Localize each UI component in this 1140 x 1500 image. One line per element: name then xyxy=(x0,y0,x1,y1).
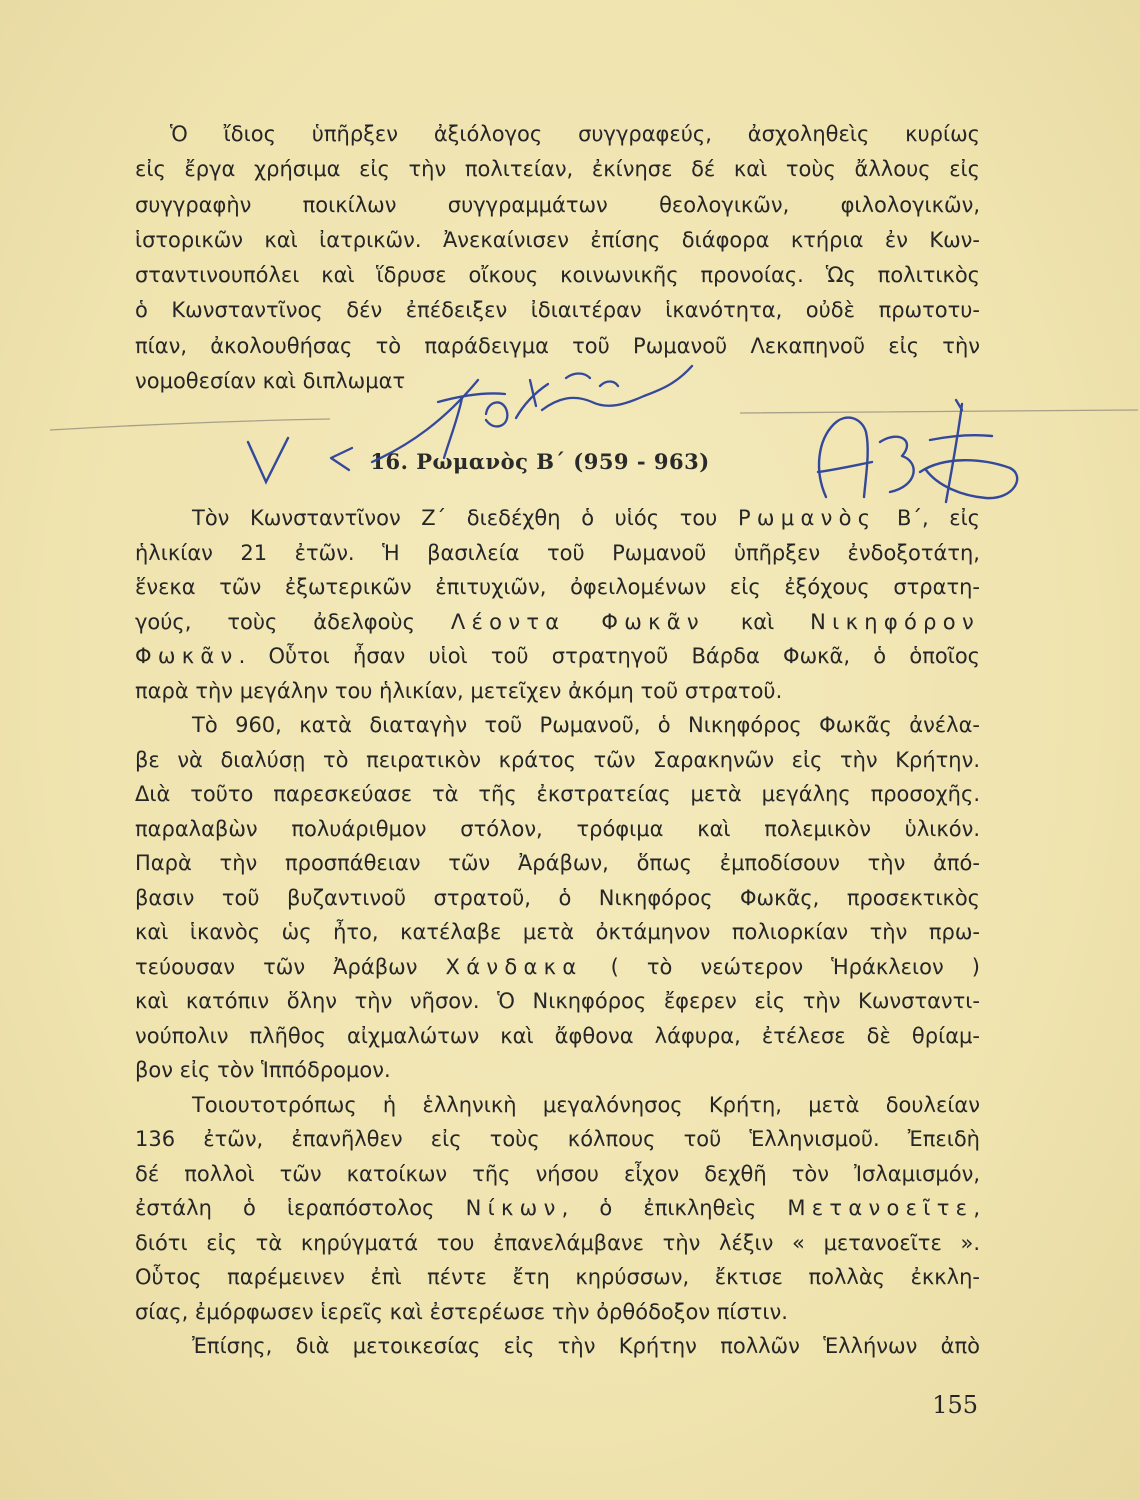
emphasized-name: Νίκων xyxy=(465,1196,562,1220)
text-line: εἰς ἔργα χρήσιμα εἰς τὴν πολιτείαν, ἐκίνησε δέ καὶ τοὺς ἄλλους εἰς xyxy=(135,157,980,182)
text-line xyxy=(135,501,980,536)
text-run: καὶ xyxy=(704,609,811,634)
text-run: , xyxy=(973,1196,980,1220)
paragraph xyxy=(135,1329,980,1364)
text-line: Παρὰ τὴν προσπάθειαν τῶν Ἀράβων, ὅπως ἐμποδίσουν τὴν ἀπό- xyxy=(135,851,980,875)
text-line: Ὁ ἴδιος ὑπῆρξεν ἀξιόλογος συγγραφεύς, ἀσχοληθεὶς κυρίως xyxy=(170,122,980,146)
text-line: πίαν, ἀκολουθήσας τὸ παράδειγμα τοῦ Ρωμανοῦ Λεκαπηνοῦ εἰς τὴν xyxy=(135,333,980,358)
paragraph xyxy=(135,1088,980,1330)
text-line: ἱστορικῶν καὶ ἰατρικῶν. Ἀνεκαίνισεν ἐπίσης διάφορα κτήρια ἐν Κων- xyxy=(135,227,980,252)
text-run: γούς, τοὺς ἀδελφοὺς xyxy=(135,609,451,634)
text-run: ἐστάλη ὁ ἱεραπόστολος xyxy=(135,1196,466,1220)
text-line: δέ πολλοὶ τῶν κατοίκων τῆς νήσου εἶχον δεχθῆ τὸν Ἰσλαμισμόν, xyxy=(135,1161,980,1186)
section-title: Ρωμανὸς Β΄ xyxy=(416,449,566,474)
text-run: , ὁ ἐπικληθεὶς xyxy=(561,1196,788,1220)
text-line: ὁ Κωνσταντῖνος δέν ἐπέδειξεν ἰδιαιτέραν ἱκανότητα, οὐδὲ πρωτοτυ- xyxy=(135,298,980,323)
text-line: ἡλικίαν 21 ἐτῶν. Ἡ βασιλεία τοῦ Ρωμανοῦ ὑπῆρξεν ἐνδοξοτάτη, xyxy=(135,540,980,565)
text-line xyxy=(135,1191,980,1226)
text-line: βε νὰ διαλύσῃ τὸ πειρατικὸν κράτος τῶν Σαρακηνῶν εἰς τὴν Κρήτην. xyxy=(135,747,980,772)
text-line: καὶ ἱκανὸς ὡς ἦτο, κατέλαβε μετὰ ὀκτάμηνον πολιορκίαν τὴν πρω- xyxy=(135,920,980,944)
text-line: διότι εἰς τὰ κηρύγματά του ἐπανελάμβανε τὴν λέξιν « μετανοεῖτε ». xyxy=(135,1230,980,1255)
text-run: Β΄, εἰς xyxy=(876,506,981,530)
text-line: Τοιουτοτρόπως ἡ ἑλληνικὴ μεγαλόνησος Κρήτη, μετὰ δουλείαν xyxy=(192,1092,980,1117)
emphasized-name: Ρωμανὸς xyxy=(737,506,877,530)
text-run: τεύουσαν τῶν Ἀράβων xyxy=(135,954,446,979)
text-line: παρὰ τὴν μεγάλην του ἡλικίαν, μετεῖχεν ἀκόμη τοῦ στρατοῦ. xyxy=(135,678,783,703)
text-line: σταντινουπόλει καὶ ἵδρυσε οἴκους κοινωνικῆς προνοίας. Ὡς πολιτικὸς xyxy=(135,263,980,288)
text-run: Τὸν Κωνσταντῖνον Ζ΄ διεδέχθη ὁ υἱός του xyxy=(192,506,738,530)
text-line: νομοθεσίαν καὶ διπλωματ xyxy=(135,369,406,394)
text-line: βασιν τοῦ βυζαντινοῦ στρατοῦ, ὁ Νικηφόρος Φωκᾶς, προσεκτικὸς xyxy=(135,885,980,910)
emphasized-name: Φωκᾶν xyxy=(135,644,239,668)
text-line xyxy=(135,605,980,640)
section-number: 16. xyxy=(370,449,409,474)
text-run: . Οὗτοι ἦσαν υἱοὶ τοῦ στρατηγοῦ Βάρδα Φωκᾶ, ὁ ὁποῖος xyxy=(238,644,980,668)
text-line: 136 ἐτῶν, ἐπανῆλθεν εἰς τοὺς κόλπους τοῦ Ἑλληνισμοῦ. Ἐπειδὴ xyxy=(135,1127,980,1151)
text-run xyxy=(565,610,601,634)
section-heading xyxy=(135,446,945,478)
paragraph xyxy=(135,708,980,1088)
paragraph xyxy=(135,501,980,708)
section-years: (959 - 963) xyxy=(573,449,710,474)
text-line: Διὰ τοῦτο παρεσκεύασε τὰ τῆς ἐκστρατείας μετὰ μεγάλης προσοχῆς. xyxy=(135,782,980,806)
text-line: νούπολιν πλῆθος αἰχμαλώτων καὶ ἄφθονα λάφυρα, ἐτέλεσε δὲ θρίαμ- xyxy=(135,1023,980,1048)
emphasized-name: Λέοντα xyxy=(450,609,566,634)
emphasized-name: Φωκᾶν xyxy=(601,609,705,634)
emphasized-name: Μετανοεῖτε xyxy=(787,1196,974,1220)
body-text xyxy=(135,501,980,1364)
text-line: ἕνεκα τῶν ἐξωτερικῶν ἐπιτυχιῶν, ὀφειλομένων εἰς ἐξόχους στρατη- xyxy=(135,575,980,599)
text-line: καὶ κατόπιν ὅλην τὴν νῆσον. Ὁ Νικηφόρος ἔφερεν εἰς τὴν Κωνσταντι- xyxy=(135,989,980,1013)
text-line: συγγραφὴν ποικίλων συγγραμμάτων θεολογικῶν, φιλολογικῶν, xyxy=(135,192,980,217)
text-run: ( τὸ νεώτερον Ἡράκλειον ) xyxy=(582,954,980,979)
text-line xyxy=(135,950,980,985)
text-line xyxy=(135,639,980,674)
text-line: Τὸ 960, κατὰ διαταγὴν τοῦ Ρωμανοῦ, ὁ Νικηφόρος Φωκᾶς ἀνέλα- xyxy=(192,713,980,737)
text-line: σίας, ἐμόρφωσεν ἱερεῖς καὶ ἐστερέωσε τὴν ὀρθόδοξον πίστιν. xyxy=(135,1299,788,1324)
text-line: Οὗτος παρέμεινεν ἐπὶ πέντε ἔτη κηρύσσων, ἔκτισε πολλὰς ἐκκλη- xyxy=(135,1265,980,1289)
text-line: βον εἰς τὸν Ἱππόδρομον. xyxy=(135,1058,391,1082)
paragraph xyxy=(135,117,980,399)
emphasized-name: Νικηφόρον xyxy=(810,609,980,634)
text-line: Ἐπίσης, διὰ μετοικεσίας εἰς τὴν Κρήτην πολλῶν Ἑλλήνων ἀπὸ xyxy=(192,1334,980,1358)
page-number: 155 xyxy=(932,1391,978,1419)
text-line: παραλαβὼν πολυάριθμον στόλον, τρόφιμα καὶ πολεμικὸν ὑλικόν. xyxy=(135,816,980,841)
emphasized-name: Χάνδακα xyxy=(445,954,583,979)
